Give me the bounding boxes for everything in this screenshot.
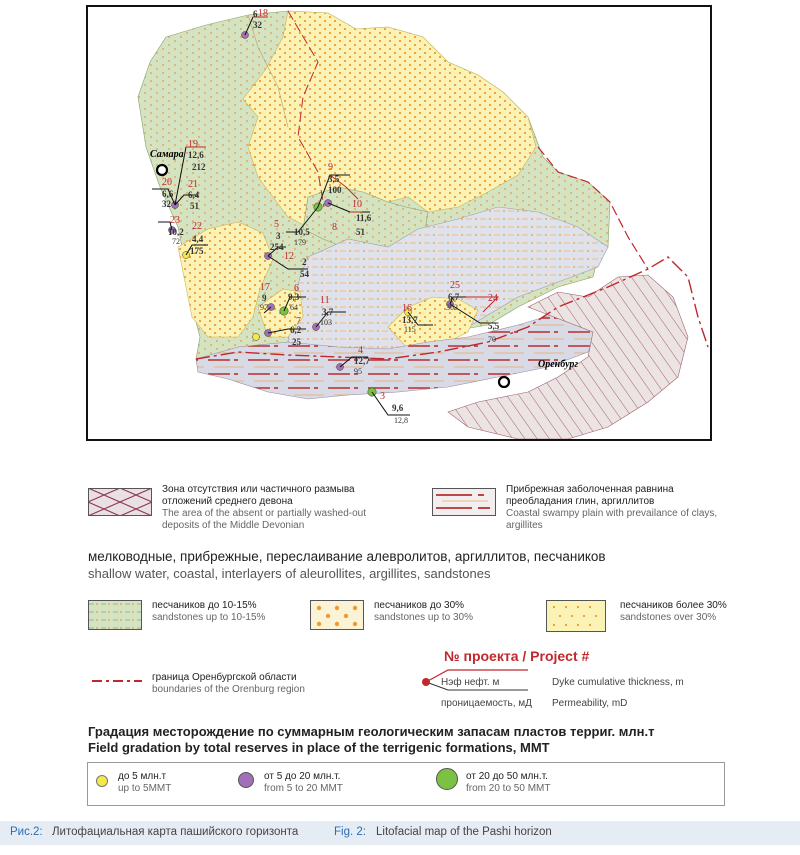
- well-label-11: 11: [320, 295, 330, 306]
- well-v1-24: 5,5: [488, 321, 500, 331]
- legend-shallow-en: shallow water, coastal, interlayers of aleurollites, argillites, sandstones: [88, 566, 491, 581]
- well-v2-10: 51: [356, 227, 365, 237]
- caption-ru-num: Рис.2:: [10, 826, 43, 838]
- well-label-5: 5: [274, 219, 279, 230]
- well-v1-7: 6,2: [290, 325, 302, 335]
- legend-sand-over-30-en: sandstones over 30%: [620, 612, 717, 623]
- well-v2-12: 54: [300, 269, 309, 279]
- legend-sand-over-30-ru: песчаников более 30%: [620, 600, 727, 611]
- legend-swatch-sand-10-15: [88, 600, 142, 630]
- well-v2-7: 25: [292, 337, 301, 347]
- grade-small-ru: до 5 млн.т: [118, 771, 167, 782]
- well-v1-12: 2: [302, 257, 307, 267]
- well-v2-19: 212: [192, 162, 206, 172]
- litofacial-map: [86, 5, 712, 441]
- well-v1-21: 6,4: [188, 190, 200, 200]
- well-label-23: 23: [170, 215, 180, 226]
- well-label-6: 9: [262, 293, 267, 303]
- well-v2-8: 179: [294, 238, 306, 247]
- well-label-3: 3: [380, 391, 385, 402]
- well-v1-18: 6: [253, 9, 258, 19]
- legend-sand-10-15-en: sandstones up to 10-15%: [152, 612, 266, 623]
- well-v2-22: 175: [190, 246, 204, 256]
- caption-en-text: Litofacial map of the Pashi horizon: [376, 826, 552, 838]
- legend-border-en: boundaries of the Orenburg region: [152, 684, 305, 695]
- gradation-title-ru: Градация месторождение по суммарным геологическим запасам пластов терриг. млн.т: [88, 724, 655, 739]
- well-v1-17: 9,3: [288, 292, 300, 302]
- legend-swatch-washed-out: [88, 488, 152, 516]
- legend-swatch-sand-over-30: [546, 600, 606, 632]
- well-label-21: 21: [188, 179, 198, 190]
- well-num-6: 6: [294, 283, 299, 294]
- legend-sand-30-ru: песчаников до 30%: [374, 600, 465, 611]
- well-v2-23: 72: [172, 237, 180, 246]
- label-samara: Самара: [150, 149, 184, 160]
- grade-small: [118, 771, 171, 795]
- well-label-9: 9: [328, 162, 333, 173]
- well-v2-4: 95: [354, 367, 362, 376]
- legend-washed-out: [162, 484, 392, 532]
- well-label-4: 4: [358, 345, 363, 356]
- well-v1-4: 12,7: [354, 356, 370, 366]
- legend-swatch-swampy: [432, 488, 496, 516]
- well-v2-16: 115: [404, 325, 416, 334]
- well-label-18: 18: [258, 8, 268, 19]
- well-v2-17: 64: [290, 303, 298, 312]
- grade-small-en: up to 5MMT: [118, 783, 172, 794]
- grade-dot-medium: [238, 772, 254, 788]
- well-label-10: 10: [352, 199, 362, 210]
- legend-project-perm-ru: проницаемость, мД: [441, 698, 532, 709]
- legend-project-title: № проекта / Project #: [444, 648, 590, 664]
- caption-en-num: Fig. 2:: [334, 826, 366, 838]
- well-label-12: 12: [284, 251, 294, 262]
- caption-ru-text: Литофациальная карта пашийского горизонта: [52, 826, 299, 838]
- grade-large: [466, 771, 550, 795]
- well-v1-9: 3,5: [328, 174, 340, 184]
- well-label-22: 22: [192, 221, 202, 232]
- well-v1-20: 6,6: [162, 189, 174, 199]
- gradation-box: [87, 762, 725, 806]
- legend-swampy: [506, 484, 736, 532]
- well-v2-24: 70: [488, 335, 496, 344]
- legend-swatch-border: [92, 676, 142, 686]
- well-label-19: 19: [188, 139, 198, 150]
- well-v2-20: 32: [162, 199, 171, 209]
- legend-swampy-en: Coastal swampy plain with prevailance of clays, argillites: [506, 508, 718, 531]
- well-label-17: 17: [260, 282, 270, 293]
- well-v1-16: 13,7: [402, 315, 418, 325]
- legend-shallow-ru: мелководные, прибрежные, переслаивание алевролитов, аргиллитов, песчаников: [88, 549, 606, 564]
- grade-medium: [264, 771, 343, 795]
- well-v1-11: 3,7: [322, 307, 334, 317]
- map-canvas: [88, 7, 712, 441]
- city-marker-samara: [157, 165, 167, 175]
- well-label-25: 25: [450, 280, 460, 291]
- well-label-24: 24: [488, 293, 498, 304]
- well-v1-23: 10,2: [168, 227, 184, 237]
- grade-dot-large: [436, 768, 458, 790]
- legend-sand-10-15-ru: песчаников до 10-15%: [152, 600, 257, 611]
- legend-sand-over-30: [620, 600, 727, 624]
- well-v2-3: 12,8: [394, 416, 408, 425]
- well-v2-6: 97: [260, 303, 268, 312]
- well-label-16: 16: [402, 303, 412, 314]
- legend-border: [152, 672, 305, 696]
- grade-large-ru: от 20 до 50 млн.т.: [466, 771, 548, 782]
- well-label-20: 20: [162, 177, 172, 188]
- well-label-7: 7: [296, 316, 301, 327]
- well-v2-5: 254: [270, 242, 284, 252]
- legend-washed-out-en: The area of the absent or partially washed-out deposits of the Middle Devonian: [162, 508, 367, 531]
- legend-sand-10-15: [152, 600, 265, 624]
- legend-sand-30-en: sandstones up to 30%: [374, 612, 473, 623]
- grade-large-en: from 20 to 50 MMT: [466, 783, 551, 794]
- well-v2-25: 303: [446, 303, 458, 312]
- well-7b: [253, 334, 260, 341]
- well-v2-21: 51: [190, 201, 199, 211]
- figure-caption: [0, 821, 800, 845]
- well-v1-8: 10,5: [294, 227, 310, 237]
- well-v2-9: 100: [328, 185, 342, 195]
- well-v1-22: 4,4: [192, 234, 204, 244]
- well-v1-10: 11,6: [356, 213, 372, 223]
- well-v1-3: 9,6: [392, 403, 404, 413]
- city-marker-orenburg: [499, 377, 509, 387]
- legend-border-ru: граница Оренбургской области: [152, 672, 297, 683]
- label-orenburg: Оренбург: [538, 359, 579, 370]
- legend-project-nef: Нэф нефт. м: [441, 677, 500, 688]
- grade-medium-en: from 5 to 20 MMT: [264, 783, 343, 794]
- legend-washed-out-ru: Зона отсутствия или частичного размыва отложений среднего девона: [162, 484, 355, 507]
- legend-project-dyke: Dyke cumulative thickness, m: [552, 677, 684, 688]
- grade-medium-ru: от 5 до 20 млн.т.: [264, 771, 341, 782]
- legend-swampy-ru: Прибрежная заболоченная равнина преобладания глин, аргиллитов: [506, 484, 674, 507]
- grade-dot-small: [96, 775, 108, 787]
- well-label-8: 8: [332, 222, 337, 233]
- well-v2-11: 103: [320, 318, 332, 327]
- well-v1-5: 3: [276, 231, 281, 241]
- legend-swatch-sand-30: [310, 600, 364, 630]
- legend-sand-30: [374, 600, 473, 624]
- well-v1-25: 6,7: [448, 292, 460, 302]
- gradation-title-en: Field gradation by total reserves in place of the terrigenic formations, MMT: [88, 740, 550, 755]
- well-v2-18: 32: [253, 20, 262, 30]
- well-v1-19: 12,6: [188, 150, 204, 160]
- legend-project-perm-en: Permeability, mD: [552, 698, 628, 709]
